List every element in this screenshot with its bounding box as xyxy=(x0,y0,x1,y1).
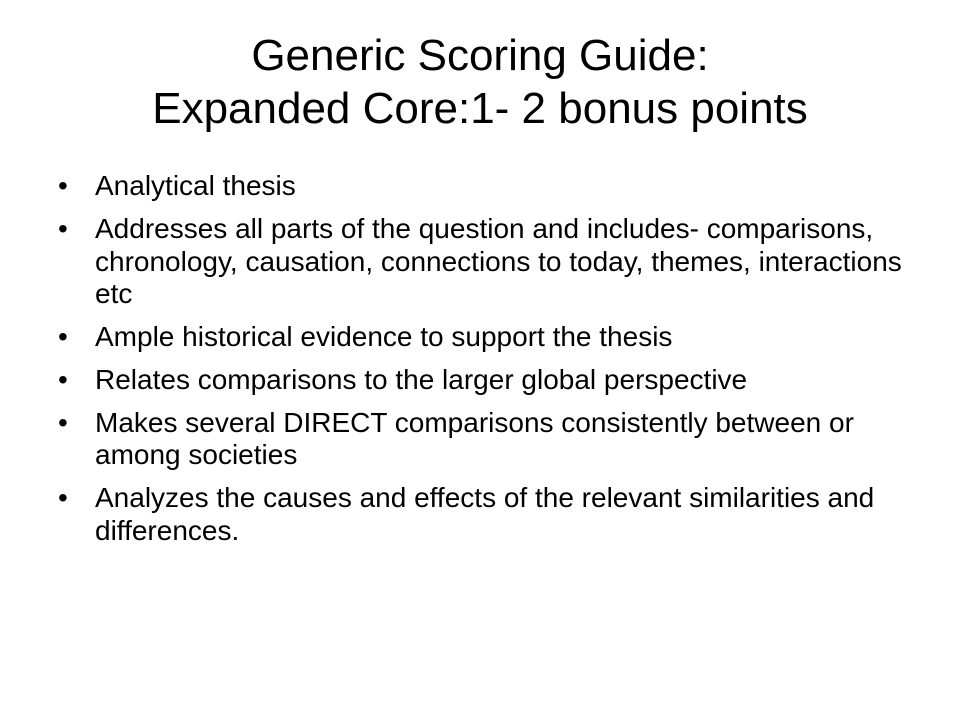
bullet-list xyxy=(58,170,918,558)
bullet-text: Addresses all parts of the question and includes- comparisons, chronology, causation, connections to today, themes, interactions etc xyxy=(95,212,902,310)
slide-title xyxy=(40,30,920,136)
bullet-icon: • xyxy=(58,170,68,201)
bullet-icon: • xyxy=(58,363,68,395)
bullet-text: Relates comparisons to the larger global perspective xyxy=(95,363,748,395)
bullet-icon: • xyxy=(58,321,68,352)
bullet-item xyxy=(58,364,918,397)
slide-title-line-2: Expanded Core:1- 2 bonus points xyxy=(152,83,808,133)
bullet-icon: • xyxy=(58,212,68,244)
bullet-icon: • xyxy=(58,482,68,513)
bullet-item xyxy=(58,321,918,354)
bullet-item xyxy=(58,407,918,473)
bullet-item xyxy=(58,482,918,548)
bullet-item xyxy=(58,170,918,203)
slide-title-line-1: Generic Scoring Guide: xyxy=(251,31,709,80)
bullet-icon: • xyxy=(58,406,68,438)
bullet-text: Analytical thesis xyxy=(95,170,296,201)
bullet-text: Ample historical evidence to support the thesis xyxy=(95,321,673,352)
bullet-text: Makes several DIRECT comparisons consistently between or among societies xyxy=(95,406,854,471)
bullet-text: Analyzes the causes and effects of the relevant similarities and differences. xyxy=(95,482,875,546)
bullet-item xyxy=(58,213,918,311)
